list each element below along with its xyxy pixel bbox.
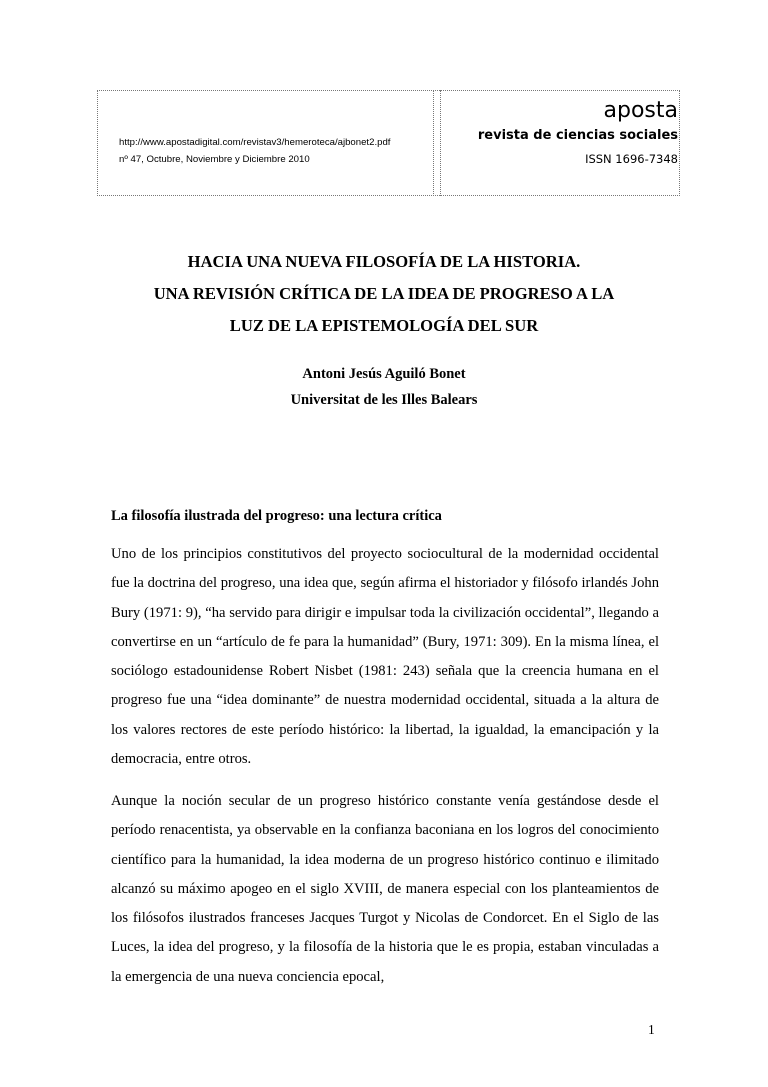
journal-logo: aposta (603, 98, 678, 123)
journal-header (97, 90, 680, 196)
header-border-bottom (97, 195, 680, 196)
header-divider-2 (440, 90, 441, 196)
author-name: Antoni Jesús Aguiló Bonet (302, 366, 466, 382)
article-title-line-3: LUZ DE LA EPISTEMOLOGÍA DEL SUR (229, 316, 539, 335)
header-border-top (97, 90, 680, 91)
author-affiliation: Universitat de les Illes Balears (290, 392, 478, 408)
article-title-line-1: HACIA UNA NUEVA FILOSOFÍA DE LA HISTORIA. (187, 252, 581, 271)
page-number: 1 (648, 1022, 655, 1037)
journal-subtitle: revista de ciencias sociales (477, 128, 678, 143)
issue-info: nº 47, Octubre, Noviembre y Diciembre 2010 (119, 154, 310, 165)
body-paragraph-2: Aunque la noción secular de un progreso histórico constante venía gestándose desde el período renacentista, ya observable en la confianza baconiana en los logros del conocimiento científico para la humanidad, la idea moderna de un progreso histórico continuo e ilimitado alcanzó su máximo apogeo en el siglo XVIII, de manera especial con los planteamientos de los filósofos ilustrados franceses Jacques Turgot y Nicolas de Condorcet. En el Siglo de las Luces, la idea del progreso, y la filosofía de la historia que le es propia, estaban vinculadas a la emergencia de una nueva conciencia epocal, (111, 793, 659, 985)
header-divider-1 (433, 90, 434, 196)
body-paragraph-1: Uno de los principios constitutivos del proyecto sociocultural de la modernidad occidental fue la doctrina del progreso, una idea que, según afirma el historiador y filósofo irlandés John Bury (1971: 9), “ha servido para dirigir e impulsar toda la civilización occidental”, llegando a convertirse en un “artículo de fe para la humanidad” (Bury, 1971: 309). En la misma línea, el sociólogo estadounidense Robert Nisbet (1981: 243) señala que la creencia humana en el progreso fue una “idea dominante” de nuestra modernidad occidental, situada a la altura de los valores rectores de este período histórico: la libertad, la igualdad, la emancipación y la democracia, entre otros. (111, 546, 659, 768)
header-border-right (679, 90, 680, 196)
source-url: http://www.apostadigital.com/revistav3/hemeroteca/ajbonet2.pdf (119, 137, 391, 148)
section-title: La filosofía ilustrada del progreso: una lectura crítica (111, 508, 442, 524)
header-border-left (97, 90, 98, 196)
journal-issn: ISSN 1696-7348 (585, 152, 678, 166)
article-title-line-2: UNA REVISIÓN CRÍTICA DE LA IDEA DE PROGRESO A LA (153, 284, 615, 303)
